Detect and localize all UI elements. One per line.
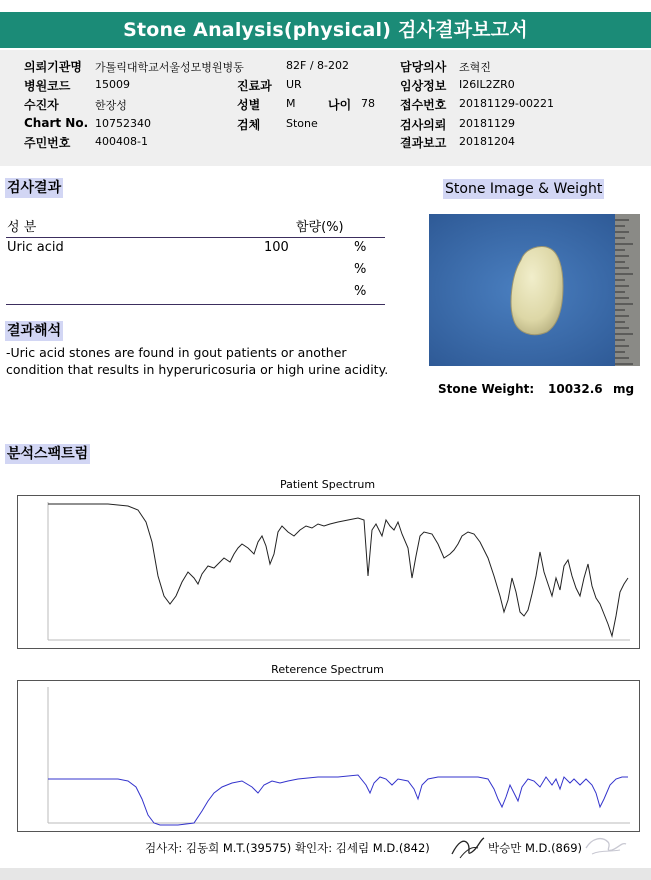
reference-spectrum-title: Reterence Spectrum (271, 663, 384, 676)
reference-spectrum-chart (17, 680, 640, 832)
doctor-value: 조혁진 (459, 61, 491, 74)
chart-no-value: 10752340 (95, 117, 151, 130)
content-value-cell: 100 (264, 240, 289, 255)
stone-photo (429, 214, 640, 366)
dept-value: UR (286, 78, 302, 91)
content-column-header: 함량(%) (296, 220, 344, 235)
signature-text-1: 검사자: 김동희 M.T.(39575) 확인자: 김세림 M.D.(842) (145, 841, 430, 855)
request-date-label: 검사의뢰 (400, 118, 447, 132)
page-footer-bar (0, 868, 651, 880)
requester-value: 가톨릭대학교서울성모병원병동 (95, 61, 244, 74)
receiver-label: 수진자 (24, 98, 59, 112)
hospital-code-label: 병원코드 (24, 79, 71, 93)
clinical-label: 임상정보 (400, 79, 447, 93)
unit-cell: % (354, 262, 367, 277)
reference-spectrum-plot (18, 681, 639, 831)
patient-spectrum-chart (17, 495, 640, 649)
unit-cell: % (354, 240, 367, 255)
hospital-code-value: 15009 (95, 78, 130, 91)
resident-no-label: 주민번호 (24, 136, 71, 150)
request-date-value: 20181129 (459, 117, 515, 130)
age-value: 78 (361, 97, 375, 110)
patient-spectrum-title: Patient Spectrum (279, 478, 376, 491)
interpretation-line-1: -Uric acid stones are found in gout patients or another (6, 345, 347, 360)
interpretation-heading: 결과해석 (7, 323, 62, 339)
chart-no-label: Chart No. (24, 116, 89, 130)
unit-cell: % (354, 284, 367, 299)
receipt-label: 접수번호 (400, 98, 447, 112)
stone-weight-label: Stone Weight: (438, 382, 535, 396)
receipt-value: 20181129-00221 (459, 97, 554, 110)
doctor-label: 담당의사 (400, 60, 447, 74)
report-date-value: 20181204 (459, 135, 515, 148)
reference-spectrum-line (48, 775, 628, 825)
signature-graphic-1 (448, 832, 488, 862)
age-label: 나이 (328, 98, 352, 112)
clinical-value: I26IL2ZR0 (459, 78, 515, 91)
sex-value: M (286, 97, 296, 110)
patient-spectrum-line (48, 504, 628, 636)
ward-value: 82F / 8-202 (286, 59, 349, 72)
sex-label: 성별 (237, 98, 261, 112)
report-title: Stone Analysis(physical) 검사결과보고서 (0, 12, 651, 48)
patient-spectrum-plot (18, 496, 639, 648)
stone-weight-value: 10032.6 (548, 382, 603, 396)
stone-image-heading: Stone Image & Weight (445, 181, 603, 197)
dept-label: 진료과 (237, 79, 272, 93)
stone-weight-unit: mg (613, 382, 635, 396)
results-heading: 검사결과 (7, 180, 62, 196)
resident-no-value: 400408-1 (95, 135, 148, 148)
stone-photo-graphic (429, 214, 640, 366)
specimen-value: Stone (286, 117, 318, 130)
signature-graphic-2 (582, 830, 630, 860)
component-column-header: 성 분 (7, 220, 37, 235)
component-cell: Uric acid (7, 240, 64, 255)
table-header-divider (6, 237, 385, 238)
patient-info-panel (0, 50, 651, 166)
spectrum-heading: 분석스팩트럼 (7, 446, 89, 462)
report-date-label: 결과보고 (400, 136, 447, 150)
requester-label: 의뢰기관명 (24, 60, 82, 74)
receiver-value: 한장성 (95, 99, 127, 112)
interpretation-line-2: condition that results in hyperuricosuria or high urine acidity. (6, 362, 389, 377)
signature-text-2: 박승만 M.D.(869) (488, 841, 582, 855)
table-bottom-divider (6, 304, 385, 305)
specimen-label: 검체 (237, 118, 261, 132)
